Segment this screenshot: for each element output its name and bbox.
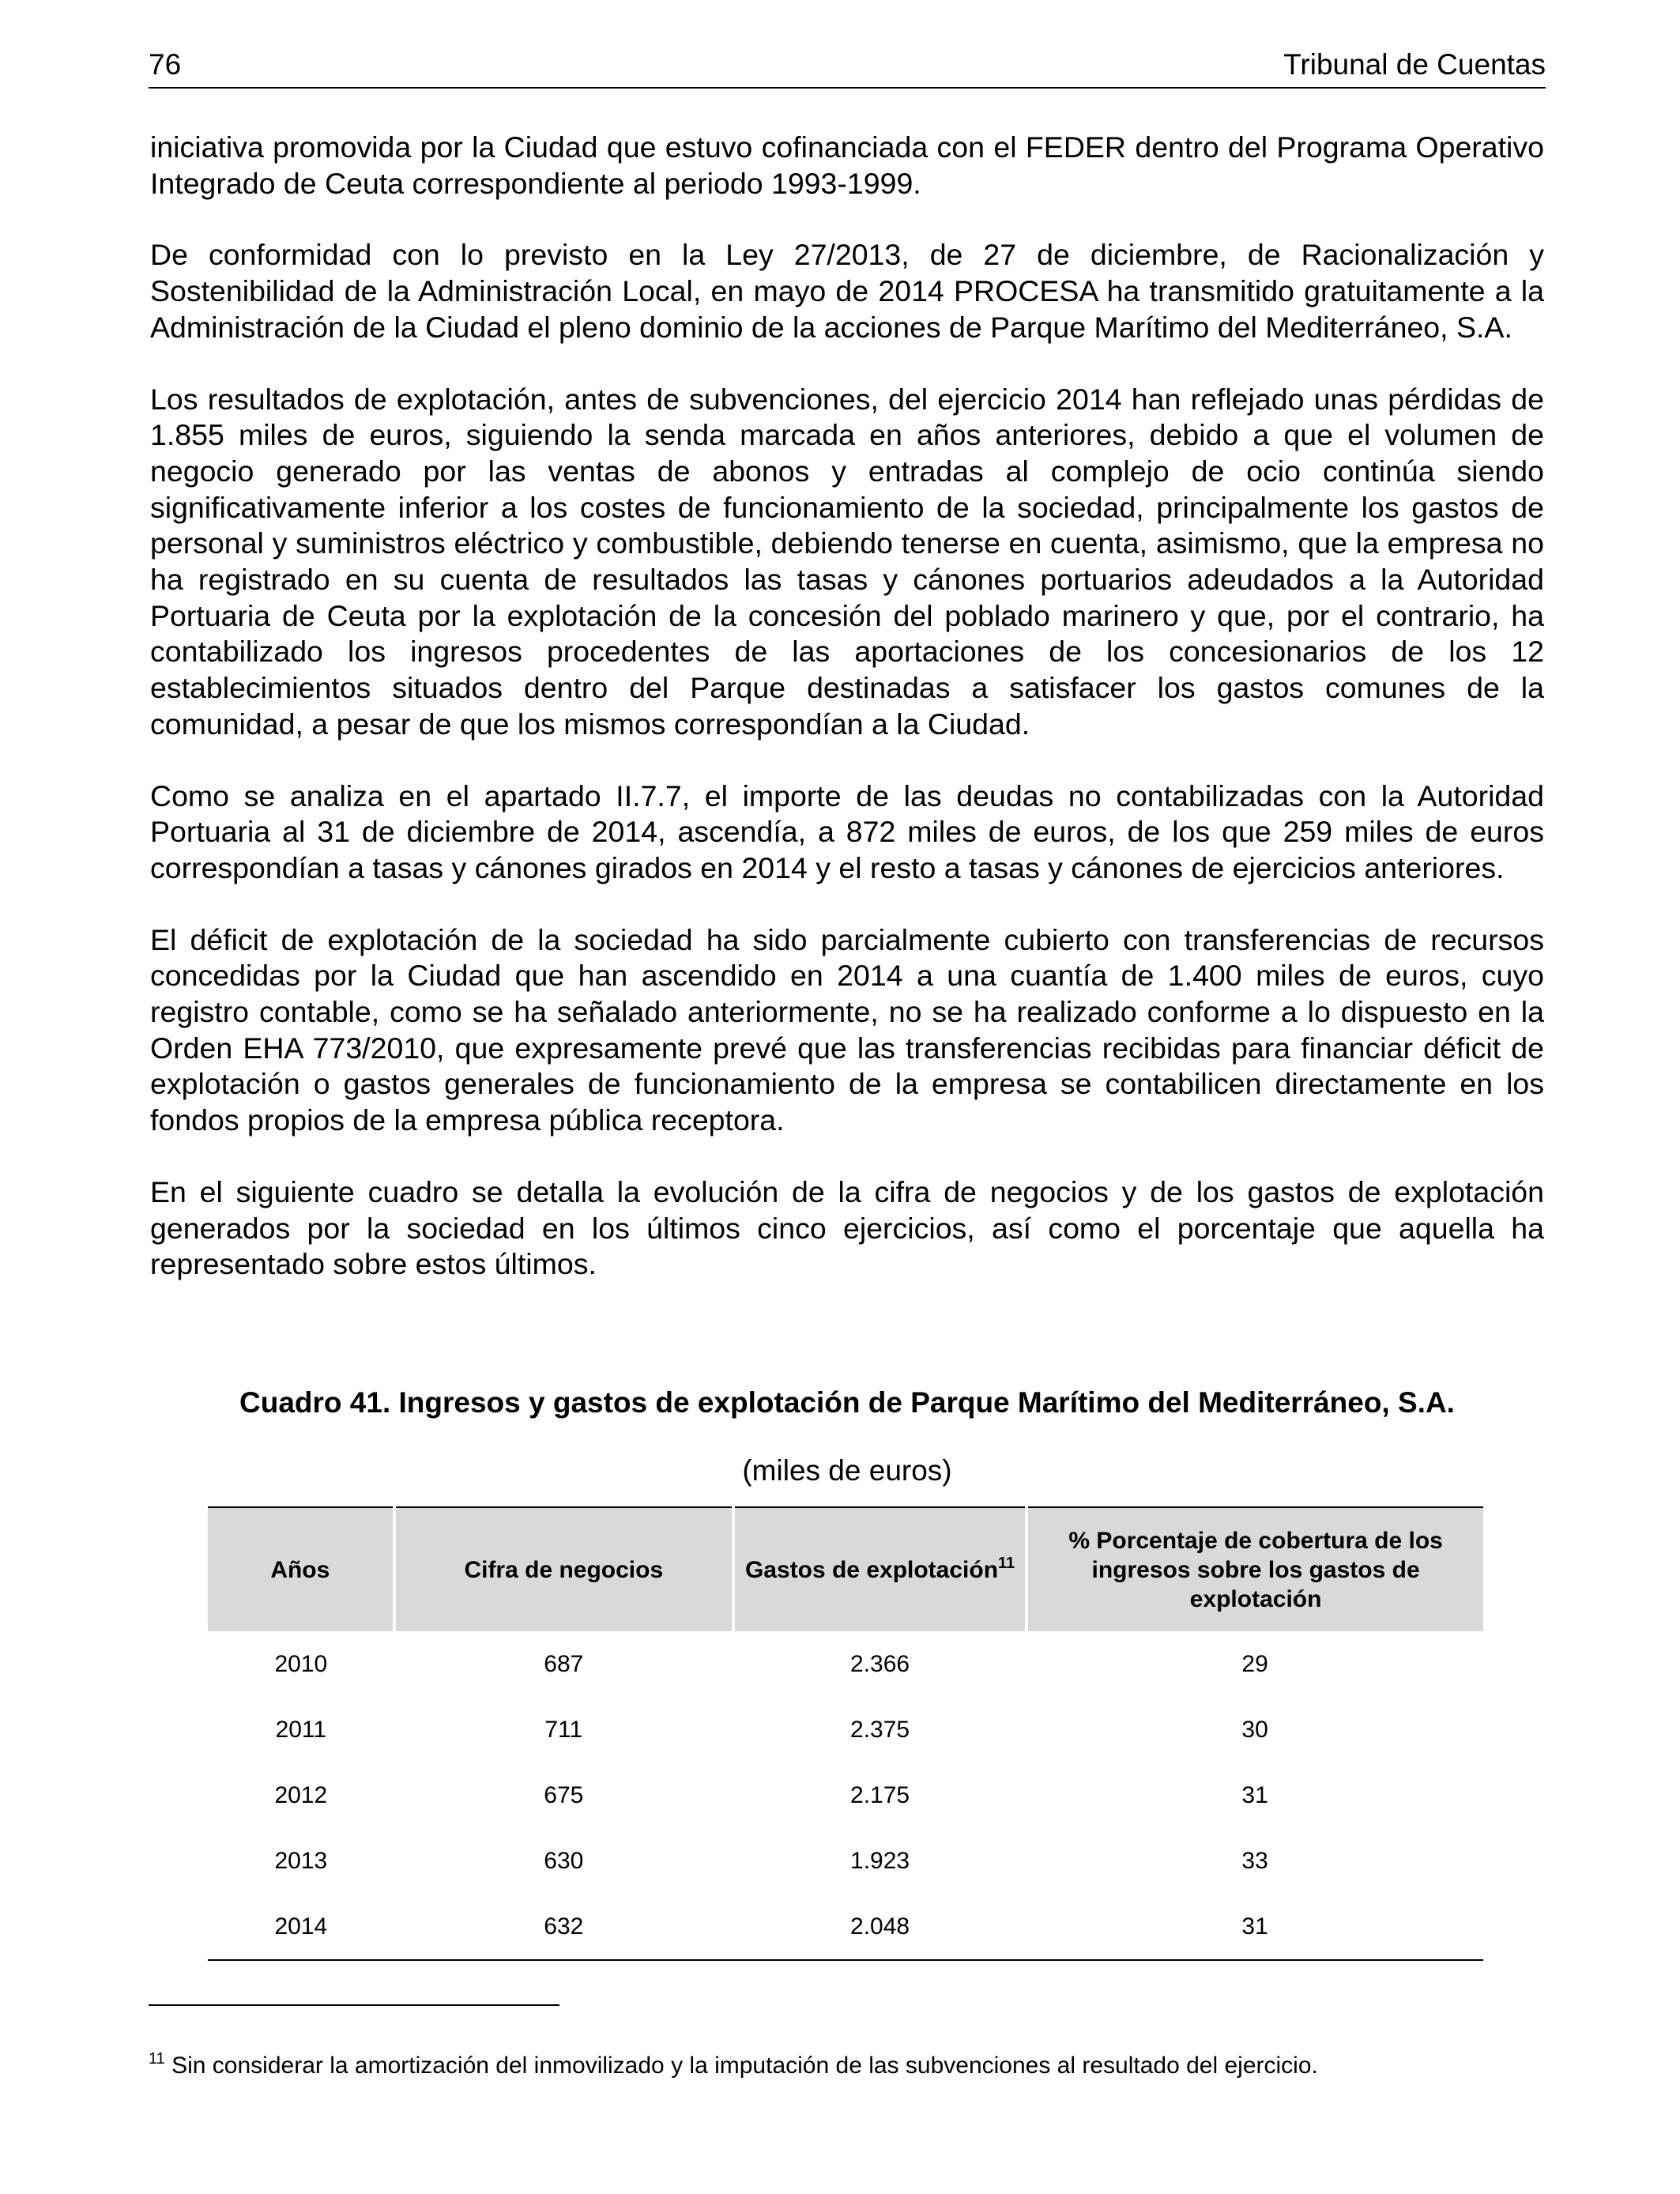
cell-coverage: 31: [1241, 1781, 1268, 1808]
footnote-reference: 11: [998, 1554, 1015, 1572]
table-row: [208, 1762, 1483, 1828]
table-units: (miles de euros): [742, 1454, 952, 1487]
cell-revenue: 711: [544, 1716, 583, 1743]
footnote: [149, 2050, 1546, 2082]
page-header: [149, 46, 1546, 89]
cell-coverage: 29: [1241, 1650, 1268, 1677]
cell-expenses: 2.048: [733, 1894, 1026, 1960]
cell-coverage: 31: [1026, 1894, 1483, 1960]
table-row: [208, 1631, 1483, 1697]
cell-expenses: 2.366: [850, 1650, 910, 1677]
column-header-expenses-label: Gastos de explotación: [744, 1556, 999, 1583]
cell-coverage: 33: [1241, 1847, 1268, 1874]
cell-year: 2010: [274, 1650, 328, 1677]
column-header-expenses: [733, 1507, 1026, 1631]
footnote-number: 11: [149, 2050, 165, 2068]
body-text: [150, 130, 1544, 1318]
header-publisher: Tribunal de Cuentas: [1283, 48, 1546, 81]
cell-expenses: 1.923: [850, 1847, 910, 1874]
table-row: [208, 1697, 1483, 1762]
paragraph: De conformidad con lo previsto en la Ley 27/2013, de 27 de diciembre, de Racionalización y Sostenibilidad de la Administración Local, en mayo de 2014 PROCESA ha transmitido gratuitamente a la Administración de la Ciudad el pleno dominio de la acciones de Parque Marítimo del Mediterráneo, S.A.: [150, 238, 1544, 344]
paragraph: Los resultados de explotación, antes de subvenciones, del ejercicio 2014 han reflejado unas pérdidas de 1.855 miles de euros, siguiendo la senda marcada en años anteriores, debido a que el volumen de negocio generado por las ventas de abonos y entradas al complejo de ocio continúa siendo significativamente inferior a los costes de funcionamiento de la sociedad, principalmente los gastos de personal y suministros eléctrico y combustible, debiendo tenerse en cuenta, asimismo, que la empresa no ha registrado en su cuenta de resultados las tasas y cánones portuarios adeudados a la Autoridad Portuaria de Ceuta por la explotación de la concesión del poblado marinero y que, por el contrario, ha contabilizado los ingresos procedentes de las aportaciones de los concesionarios de los 12 establecimientos situados dentro del Parque destinadas a satisfacer los gastos comunes de la comunidad, a pesar de que los mismos correspondían a la Ciudad.: [150, 382, 1544, 741]
cell-coverage: 30: [1241, 1716, 1268, 1743]
footnote-text: Sin considerar la amortización del inmovilizado y la imputación de las subvenciones al resultado del ejercicio.: [171, 2053, 1318, 2079]
cell-year: 2011: [275, 1716, 327, 1743]
footnote-separator: [149, 2004, 559, 2006]
column-header-coverage: % Porcentaje de cobertura de los ingresos sobre los gastos de explotación: [1026, 1507, 1483, 1631]
column-header-years: Años: [208, 1507, 394, 1631]
column-header-revenue: Cifra de negocios: [394, 1507, 733, 1631]
cell-year: 2012: [274, 1781, 328, 1808]
table-row: [208, 1828, 1483, 1894]
cell-revenue: 630: [544, 1847, 584, 1874]
paragraph: iniciativa promovida por la Ciudad que estuvo cofinanciada con el FEDER dentro del Programa Operativo Integrado de Ceuta correspondiente al periodo 1993-1999.: [150, 130, 1544, 200]
cell-revenue: 675: [544, 1781, 584, 1808]
table-title: Cuadro 41. Ingresos y gastos de explotación de Parque Marítimo del Mediterráneo, S.A.: [239, 1386, 1455, 1419]
cell-expenses: 2.175: [850, 1781, 910, 1808]
paragraph: Como se analiza en el apartado II.7.7, el importe de las deudas no contabilizadas con la Autoridad Portuaria al 31 de diciembre de 2014, ascendía, a 872 miles de euros, de los que 259 miles de euros correspondían a tasas y cánones girados en 2014 y el resto a tasas y cánones de ejercicios anteriores.: [150, 778, 1544, 884]
page-number: 76: [149, 48, 182, 81]
table-row: [208, 1894, 1483, 1960]
paragraph: El déficit de explotación de la sociedad ha sido parcialmente cubierto con transferencias de recursos concedidas por la Ciudad que han ascendido en 2014 a una cuantía de 1.400 miles de euros, cuyo registro contable, como se ha señalado anteriormente, no se ha realizado conforme a lo dispuesto en la Orden EHA 773/2010, que expresamente prevé que las transferencias recibidas para financiar déficit de explotación o gastos generales de funcionamiento de la empresa se contabilicen directamente en los fondos propios de la empresa pública receptora.: [150, 922, 1544, 1137]
cell-revenue: 632: [394, 1894, 733, 1960]
cell-expenses: 2.375: [850, 1716, 910, 1743]
data-table: [208, 1506, 1483, 1961]
cell-year: 2014: [208, 1894, 394, 1960]
data-table-container: [208, 1506, 1483, 1961]
paragraph: En el siguiente cuadro se detalla la evolución de la cifra de negocios y de los gastos de explotación generados por la sociedad en los últimos cinco ejercicios, así como el porcentaje que aquella ha representado sobre estos últimos.: [150, 1174, 1544, 1281]
cell-year: 2013: [274, 1847, 328, 1874]
cell-revenue: 687: [544, 1650, 584, 1677]
table-header-row: [208, 1507, 1483, 1631]
